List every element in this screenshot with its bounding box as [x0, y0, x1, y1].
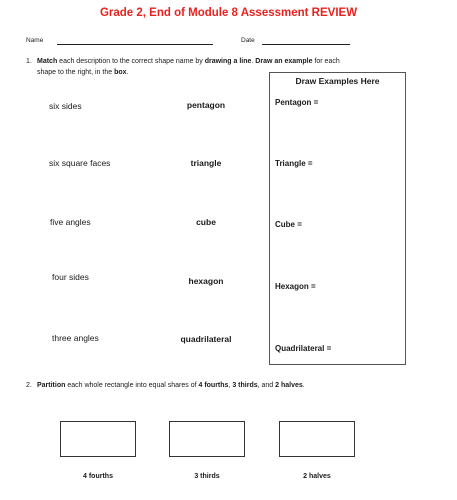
rectangle-thirds-label: 3 thirds	[194, 473, 220, 480]
q2-text-a: each whole rectangle into equal shares of	[65, 382, 199, 389]
description-four-sides[interactable]: four sides	[52, 272, 89, 282]
description-three-angles[interactable]: three angles	[52, 333, 99, 343]
rectangle-halves-label: 2 halves	[303, 473, 331, 480]
triangle-draw-label: Triangle =	[275, 159, 313, 168]
q1-text-b: .	[251, 58, 256, 65]
date-line[interactable]	[262, 44, 350, 45]
q1-text-c: for each	[312, 58, 340, 65]
q1-text-a: each description to the correct shape name by	[57, 58, 205, 65]
rectangle-fourths-label: 4 fourths	[83, 473, 113, 480]
shape-pentagon[interactable]: pentagon	[186, 100, 226, 110]
q2-text-d: .	[302, 382, 305, 389]
q2-text-4-fourths: 4 fourths	[198, 382, 229, 389]
q1-text-draw-an-example: Draw an example	[255, 58, 313, 65]
rectangle-thirds[interactable]	[169, 421, 245, 457]
name-line[interactable]	[57, 44, 213, 45]
shape-hexagon[interactable]: hexagon	[188, 276, 224, 286]
q1-text-box: box	[114, 69, 127, 76]
question-1-number: 1.	[26, 58, 32, 65]
q1-text-drawing-a-line: drawing a line	[204, 58, 252, 65]
date-label: Date	[241, 37, 255, 44]
rectangle-halves[interactable]	[279, 421, 355, 457]
q2-text-2-halves: 2 halves	[275, 382, 303, 389]
question-2-number: 2.	[26, 382, 32, 389]
description-five-angles[interactable]: five angles	[50, 217, 91, 227]
draw-examples-heading: Draw Examples Here	[295, 76, 380, 86]
pentagon-draw-label: Pentagon =	[275, 98, 319, 107]
q2-text-partition: Partition	[37, 382, 66, 389]
description-six-sides[interactable]: six sides	[49, 101, 82, 111]
q2-text-b: ,	[228, 382, 233, 389]
shape-quadrilateral[interactable]: quadrilateral	[180, 334, 232, 344]
description-six-square-faces[interactable]: six square faces	[49, 158, 111, 168]
draw-examples-box[interactable]	[269, 72, 406, 365]
quadrilateral-draw-label: Quadrilateral =	[275, 344, 332, 353]
name-label: Name	[26, 37, 44, 44]
hexagon-draw-label: Hexagon =	[275, 282, 316, 291]
page-title: Grade 2, End of Module 8 Assessment REVIEW	[99, 7, 358, 19]
q2-text-3-thirds: 3 thirds	[232, 382, 258, 389]
q1-text-e: .	[126, 69, 129, 76]
cube-draw-label: Cube =	[275, 220, 302, 229]
question-2-instructions	[26, 382, 305, 389]
rectangle-fourths[interactable]	[60, 421, 136, 457]
shape-triangle[interactable]: triangle	[190, 158, 222, 168]
shape-cube[interactable]: cube	[196, 217, 216, 227]
q1-text-match: Match	[37, 58, 58, 65]
q1-text-d: shape to the right, in the	[37, 69, 115, 76]
q2-text-c: , and	[257, 382, 276, 389]
